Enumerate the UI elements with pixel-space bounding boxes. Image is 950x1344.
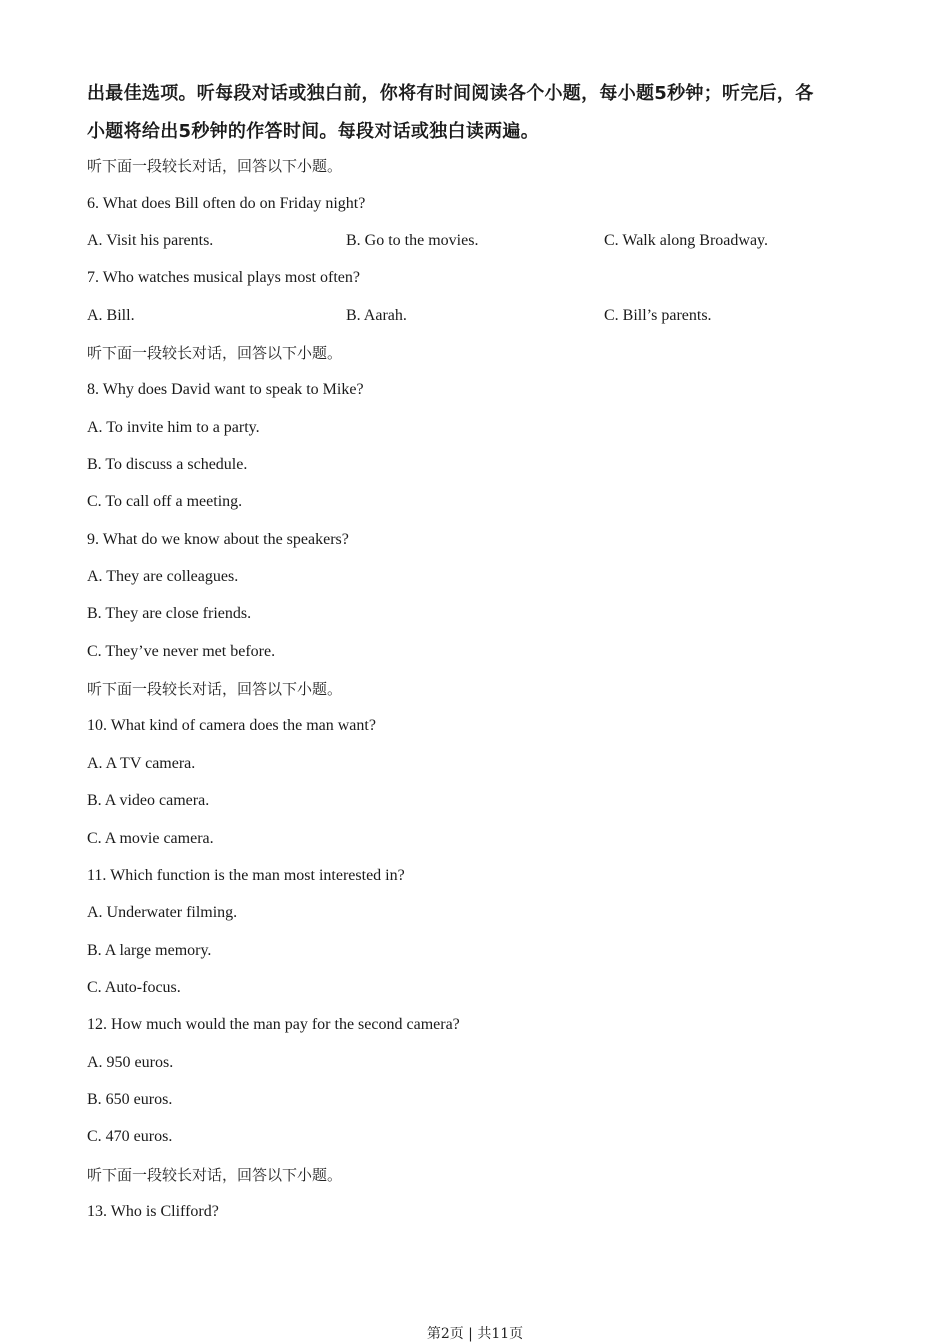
section-directions: 听下面一段较长对话，回答以下小题。	[87, 1166, 343, 1184]
question-6-stem: 6. What does Bill often do on Friday night?	[87, 195, 366, 212]
question-13-stem: 13. Who is Clifford?	[87, 1203, 219, 1220]
question-11-stem: 11. Which function is the man most interested in?	[87, 867, 405, 884]
option-a: A. Bill.	[87, 307, 135, 324]
option-b: B. Go to the movies.	[346, 232, 479, 249]
option-a: A. Visit his parents.	[87, 232, 214, 249]
question-10-option-a: A. A TV camera.	[87, 755, 196, 772]
instructions-line-1: 出最佳选项。听每段对话或独白前，你将有时间阅读各个小题，每小题5秒钟；听完后，各	[87, 83, 814, 104]
option-b: B. Aarah.	[346, 307, 407, 324]
section-directions: 听下面一段较长对话，回答以下小题。	[87, 680, 343, 698]
question-9-option-b: B. They are close friends.	[87, 605, 252, 622]
question-7-stem: 7. Who watches musical plays most often?	[87, 269, 360, 286]
instructions-line-2: 小题将给出5秒钟的作答时间。每段对话或独白读两遍。	[87, 121, 540, 142]
question-11-option-a: A. Underwater filming.	[87, 904, 238, 921]
option-c: C. Walk along Broadway.	[604, 232, 769, 249]
question-11-option-c: C. Auto-focus.	[87, 979, 181, 996]
question-10-stem: 10. What kind of camera does the man want?	[87, 717, 376, 734]
question-12-stem: 12. How much would the man pay for the second camera?	[87, 1016, 460, 1033]
question-10-option-b: B. A video camera.	[87, 792, 210, 809]
page-number-footer: 第2页 | 共11页	[426, 1326, 524, 1342]
question-9-stem: 9. What do we know about the speakers?	[87, 531, 349, 548]
section-directions: 听下面一段较长对话，回答以下小题。	[87, 344, 343, 362]
question-8-option-b: B. To discuss a schedule.	[87, 456, 248, 473]
question-12-option-c: C. 470 euros.	[87, 1128, 173, 1145]
question-8-stem: 8. Why does David want to speak to Mike?	[87, 381, 364, 398]
question-8-option-a: A. To invite him to a party.	[87, 419, 260, 436]
question-12-option-b: B. 650 euros.	[87, 1091, 173, 1108]
section-directions: 听下面一段较长对话，回答以下小题。	[87, 157, 343, 175]
question-12-option-a: A. 950 euros.	[87, 1054, 174, 1071]
question-10-option-c: C. A movie camera.	[87, 830, 214, 847]
option-c: C. Bill’s parents.	[604, 307, 712, 324]
question-9-option-c: C. They’ve never met before.	[87, 643, 276, 660]
question-8-option-c: C. To call off a meeting.	[87, 493, 243, 510]
question-11-option-b: B. A large memory.	[87, 942, 212, 959]
question-9-option-a: A. They are colleagues.	[87, 568, 239, 585]
